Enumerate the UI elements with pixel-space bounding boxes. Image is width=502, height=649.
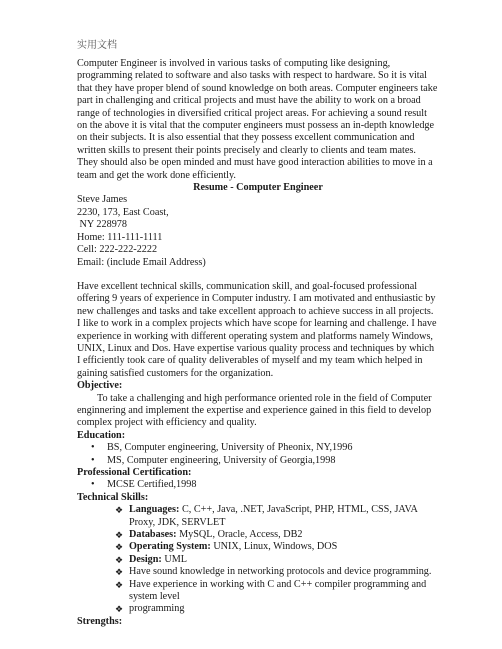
contact-block xyxy=(77,194,439,268)
contact-address-line2: NY 228978 xyxy=(77,219,127,231)
contact-email: Email: (include Email Address) xyxy=(77,256,206,268)
spacer xyxy=(77,269,439,281)
education-item: • BS, Computer engineering, University of Pheonix, NY,1996 xyxy=(91,442,353,454)
certification-list xyxy=(77,479,439,491)
bullet-icon: • xyxy=(91,442,95,454)
document-content xyxy=(77,58,439,628)
resume-title: Resume - Computer Engineer xyxy=(193,182,323,194)
contact-cell-phone: Cell: 222-222-2222 xyxy=(77,244,158,256)
skill-item: ❖ programming xyxy=(115,603,185,615)
certification-heading: Professional Certification: xyxy=(77,467,192,478)
skill-item: ❖ Have sound knowledge in networking protocols and device programming. xyxy=(115,566,432,578)
bullet-icon: • xyxy=(91,454,95,466)
skills-heading: Technical Skills: xyxy=(77,491,149,503)
objective-heading: Objective: xyxy=(77,380,123,392)
education-heading: Education: xyxy=(77,429,126,441)
education-list xyxy=(77,442,439,467)
skill-item: ❖ Design: UML xyxy=(115,553,188,565)
diamond-bullet-icon: ❖ xyxy=(115,505,124,516)
certification-item: • MCSE Certified,1998 xyxy=(91,479,197,491)
contact-name: Steve James xyxy=(77,194,128,206)
skill-item: ❖ Have experience in working with C and C++ compiler programming and system level xyxy=(115,578,427,603)
diamond-bullet-icon: ❖ xyxy=(115,567,124,578)
strengths-heading: Strengths: xyxy=(77,615,123,627)
diamond-bullet-icon: ❖ xyxy=(115,579,124,590)
diamond-bullet-icon: ❖ xyxy=(115,554,124,565)
skills-list xyxy=(77,504,439,616)
intro-paragraph: Computer Engineer is involved in various tasks of computing like designing, programming related to software and also tasks with respect to hardware. So it is vital that they have proper blend of sound knowledge on both areas. Computer engineers take part in challenging and critical projects and must have the ability to work on a broad range of technologies in diversified critical project areas. For achieving a sound result on the above it is vital that the computer engineers must possess an in-depth knowledge on their subjects. It is also essential that they possess excellent communication and written skills to present their points precisely and clearly to clients and team mates. They should also be open minded and must have good interaction abilities to move in a team and get the work done efficiently. xyxy=(77,58,438,181)
diamond-bullet-icon: ❖ xyxy=(115,530,124,541)
header-label: 实用文档 xyxy=(77,40,117,51)
contact-address-line1: 2230, 173, East Coast, xyxy=(77,206,169,218)
education-item: • MS, Computer engineering, University of Georgia,1998 xyxy=(91,454,336,466)
diamond-bullet-icon: ❖ xyxy=(115,542,124,553)
bullet-icon: • xyxy=(91,479,95,491)
skill-item: ❖ Databases: MySQL, Oracle, Access, DB2 xyxy=(115,529,303,541)
contact-home-phone: Home: 111-111-1111 xyxy=(77,231,163,243)
skill-item: ❖ Languages: C, C++, Java, .NET, JavaScript, PHP, HTML, CSS, JAVA Proxy, JDK, SERVLET xyxy=(115,504,418,528)
skill-item: ❖ Operating System: UNIX, Linux, Windows, DOS xyxy=(115,541,338,553)
diamond-bullet-icon: ❖ xyxy=(115,604,124,615)
summary-paragraph: Have excellent technical skills, communication skill, and goal-focused professional offering 9 years of experience in Computer industry. I am motivated and enthusiastic by new challenges and tasks and take excellent approach to achieve success in all projects. I like to work in a complex projects which have scope for learning and challenge. I have experience in working with different operating system and platforms namely Windows, UNIX, Linux and Dos. Have expertise various quality process and techniques by which I efficiently took care of quality deliverables of myself and my team which helped in gaining satisfied customers for the organization. xyxy=(77,280,437,379)
objective-text: To take a challenging and high performance oriented role in the field of Computer enginnering and implement the expertise and experience gained in this field to develop complex project with efficiency and quality. xyxy=(77,392,432,429)
